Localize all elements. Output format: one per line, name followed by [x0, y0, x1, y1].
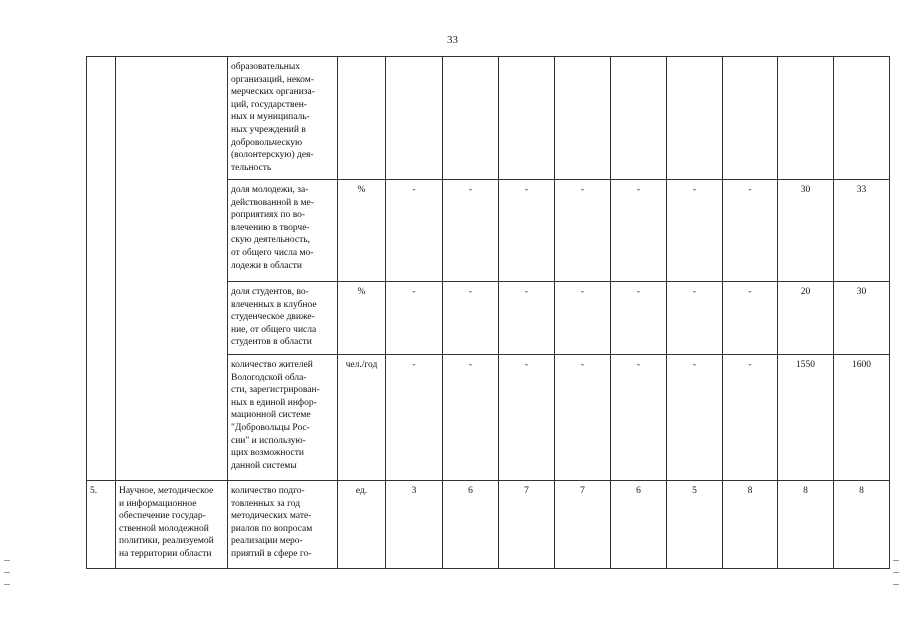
value-cell: -	[443, 180, 499, 282]
value-cell: -	[386, 355, 443, 481]
unit-cell	[338, 57, 386, 180]
value-cell: -	[667, 355, 723, 481]
program-indicators-table	[86, 56, 890, 569]
value-cell: -	[499, 180, 555, 282]
value-cell: -	[611, 282, 667, 355]
section-name-cell	[116, 57, 228, 481]
indicator-cell: доля молодежи, за- действованной в ме- роприятиях по во- влечению в творче- скую деятельность, от общего числа мо- лодежи в области	[228, 180, 338, 282]
value-cell	[778, 57, 834, 180]
unit-cell: %	[338, 180, 386, 282]
value-cell: -	[723, 355, 778, 481]
value-cell: -	[555, 355, 611, 481]
scan-edge-mark	[893, 584, 899, 585]
scan-edge-mark	[4, 560, 10, 561]
value-cell	[834, 57, 890, 180]
value-cell: -	[611, 355, 667, 481]
value-cell: 8	[723, 481, 778, 569]
value-cell: 30	[778, 180, 834, 282]
value-cell	[667, 57, 723, 180]
row-number-cell: 5.	[87, 481, 116, 569]
row-number-cell	[87, 57, 116, 481]
indicator-cell: доля студентов, во- влеченных в клубное студенческое движе- ние, от общего числа студентов в области	[228, 282, 338, 355]
scan-edge-mark	[893, 560, 899, 561]
value-cell: -	[555, 180, 611, 282]
value-cell: 6	[611, 481, 667, 569]
value-cell: -	[611, 180, 667, 282]
value-cell: -	[723, 180, 778, 282]
value-cell: 1550	[778, 355, 834, 481]
value-cell: -	[555, 282, 611, 355]
scan-edge-mark	[4, 584, 10, 585]
unit-cell: чел./год	[338, 355, 386, 481]
value-cell: 8	[778, 481, 834, 569]
value-cell: 1600	[834, 355, 890, 481]
value-cell: 7	[555, 481, 611, 569]
value-cell: 6	[443, 481, 499, 569]
value-cell	[611, 57, 667, 180]
table-row	[87, 57, 890, 180]
value-cell	[499, 57, 555, 180]
value-cell: -	[443, 282, 499, 355]
unit-cell: %	[338, 282, 386, 355]
value-cell: 30	[834, 282, 890, 355]
indicator-cell: количество подго- товленных за год методических мате- риалов по вопросам реализации меро- приятий в сфере го-	[228, 481, 338, 569]
indicator-cell: образовательных организаций, неком- мерческих организа- ций, государствен- ных и муниципаль- ных учреждений в добровольческую (волонтерскую) дея- тельность	[228, 57, 338, 180]
value-cell: 5	[667, 481, 723, 569]
value-cell: -	[386, 282, 443, 355]
value-cell: -	[499, 282, 555, 355]
page-number: 33	[447, 34, 458, 46]
value-cell	[555, 57, 611, 180]
value-cell	[723, 57, 778, 180]
value-cell: -	[667, 180, 723, 282]
value-cell: 8	[834, 481, 890, 569]
value-cell	[443, 57, 499, 180]
value-cell: -	[723, 282, 778, 355]
value-cell: 33	[834, 180, 890, 282]
value-cell: -	[499, 355, 555, 481]
value-cell: 3	[386, 481, 443, 569]
unit-cell: ед.	[338, 481, 386, 569]
value-cell: 7	[499, 481, 555, 569]
value-cell: -	[443, 355, 499, 481]
section-name-cell: Научное, методическое и информационное обеспечение государ- ственной молодежной политики, реализуемой на территории области	[116, 481, 228, 569]
indicator-cell: количество жителей Вологодской обла- сти, зарегистрирован- ных в единой инфор- мационной системе "Добровольцы Рос- сии" и использую- щих возможности данной системы	[228, 355, 338, 481]
value-cell	[386, 57, 443, 180]
table-row	[87, 481, 890, 569]
scan-edge-mark	[893, 572, 899, 573]
value-cell: -	[386, 180, 443, 282]
value-cell: -	[667, 282, 723, 355]
scan-edge-mark	[4, 572, 10, 573]
value-cell: 20	[778, 282, 834, 355]
